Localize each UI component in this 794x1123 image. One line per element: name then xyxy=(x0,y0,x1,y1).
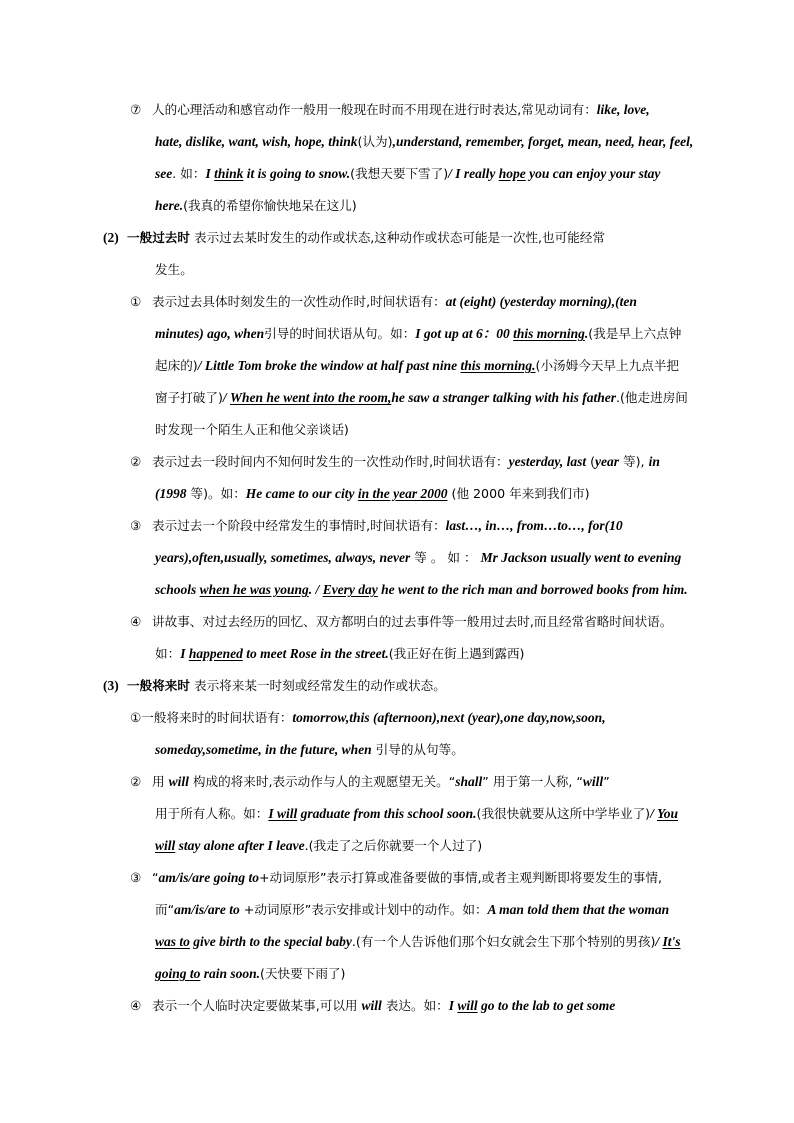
list-marker: ④ xyxy=(130,998,142,1013)
past-item1-line2: minutes) ago, when引导的时间状语从句。如：I got up at 6：00 this morning.(我是早上六点钟 xyxy=(155,326,682,341)
past-item1-line1: ① 表示过去具体时刻发生的一次性动作时,时间状语有：at (eight) (yesterday morning),(ten xyxy=(130,292,722,312)
section-title: 一般将来时 xyxy=(127,678,190,693)
section-title: 一般过去时 xyxy=(127,230,190,245)
section-number: (2) xyxy=(103,230,119,245)
past-item4-line1: ④ 讲故事、对过去经历的回忆、双方都明白的过去事件等一般用过去时,而且经常省略时间状语。 xyxy=(130,612,722,632)
list-marker: ① xyxy=(130,710,142,725)
past-item1-line5: 时发现一个陌生人正和他父亲谈话) xyxy=(155,422,349,437)
future-item2-line1: ② 用 will 构成的将来时,表示动作与人的主观愿望无关。“shall” 用于第一人称, “will” xyxy=(130,772,610,792)
past-item2-line1: ② 表示过去一段时间内不知何时发生的一次性动作时,时间状语有：yesterday, last (year 等), in xyxy=(130,452,722,472)
future-item4-line1: ④ 表示一个人临时决定要做某事,可以用 will 表达。如：I will go to the lab to get some xyxy=(130,996,615,1016)
past-item3-line3: schools when he was young. / Every day he went to the rich man and borrowed books from him. xyxy=(155,582,688,597)
list-marker: ④ xyxy=(130,614,142,629)
future-item3-line3: was to give birth to the special baby.(有一个人告诉他们那个妇女就会生下那个特别的男孩)/ It's xyxy=(155,934,681,949)
section7-line3: see. 如：I think it is going to snow.(我想天要下雪了)/ I really hope you can enjoy your stay xyxy=(155,166,661,181)
future-item2-line2: 用于所有人称。如：I will graduate from this school soon.(我很快就要从这所中学毕业了)/ You xyxy=(155,806,678,821)
section7-line2: hate, dislike, want, wish, hope, think(认为),understand, remember, forget, mean, need, hear, feel, xyxy=(155,134,694,149)
past-item4-line2: 如：I happened to meet Rose in the street.(我正好在街上遇到露西) xyxy=(155,646,525,661)
list-marker: ⑦ xyxy=(130,102,142,117)
section-number: (3) xyxy=(103,678,119,693)
list-marker: ② xyxy=(130,774,142,789)
list-marker: ③ xyxy=(130,518,142,533)
section-past-heading: (2) 一般过去时 表示过去某时发生的动作或状态,这种动作或状态可能是一次性,也可能经常 xyxy=(103,230,605,245)
section-past-desc-cont: 发生。 xyxy=(155,262,193,277)
future-item3-line1: ③ “am/is/are going to+动词原形”表示打算或准备要做的事情,或者主观判断即将要发生的事情, xyxy=(130,868,722,888)
future-item1-line2: someday,sometime, in the future, when 引导的从句等。 xyxy=(155,742,464,757)
future-item2-line3: will stay alone after I leave.(我走了之后你就要一个人过了) xyxy=(155,838,483,853)
section7-line4: here.(我真的希望你愉快地呆在这儿) xyxy=(155,198,357,213)
past-item1-line4: 窗子打破了)/ When he went into the room,he saw a stranger talking with his father.(他走进房间 xyxy=(155,390,688,405)
section-future-heading: (3) 一般将来时 表示将来某一时刻或经常发生的动作或状态。 xyxy=(103,678,446,693)
past-item2-line2: (1998 等)。如：He came to our city in the year 2000 (他 2000 年来到我们市) xyxy=(155,486,590,501)
list-marker: ② xyxy=(130,454,142,469)
future-item3-line2: 而“am/is/are to +动词原形”表示安排或计划中的动作。如：A man told them that the woman xyxy=(155,902,670,917)
future-item3-line4: going to rain soon.(天快要下雨了) xyxy=(155,966,346,981)
list-marker: ① xyxy=(130,294,142,309)
past-item3-line2: years),often,usually, sometimes, always, never 等 。 如 ： Mr Jackson usually went to evening xyxy=(155,550,682,565)
list-marker: ③ xyxy=(130,870,142,885)
future-item1-line1: ①一般将来时的时间状语有：tomorrow,this (afternoon),next (year),one day,now,soon, xyxy=(130,710,606,725)
past-item1-line3: 起床的)/ Little Tom broke the window at half past nine this morning.(小汤姆今天早上九点半把 xyxy=(155,358,679,373)
section7-line1: ⑦ 人的心理活动和感官动作一般用一般现在时而不用现在进行时表达,常见动词有：like, love, xyxy=(130,100,722,120)
past-item3-line1: ③ 表示过去一个阶段中经常发生的事情时,时间状语有：last…, in…, from…to…, for(10 xyxy=(130,516,722,536)
